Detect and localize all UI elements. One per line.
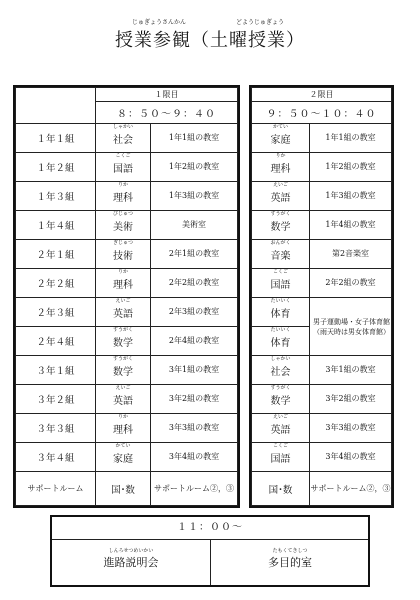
period1-subject	[96, 356, 151, 385]
period2-room: 1年1組の教室	[310, 124, 392, 153]
period1-subject-text	[113, 326, 134, 349]
table-row	[16, 124, 238, 153]
period2-subject	[252, 298, 310, 327]
schedule-table-period2	[251, 87, 392, 506]
career-briefing-ruby: しんろせつめいかい	[108, 548, 154, 554]
period2-room: 3年4組の教室	[310, 443, 392, 472]
period2-subject-label: 英語	[270, 424, 291, 436]
pe-location-note: 男子運動場・女子体育館（雨天時は男女体育館）	[310, 298, 392, 356]
period1-subject-ruby: りか	[117, 413, 128, 420]
period2-subject-label: 音楽	[270, 250, 291, 262]
period1-subject-ruby: すうがく	[113, 355, 134, 362]
period2-subject-text	[270, 268, 291, 291]
period2-subject-label: 理科	[270, 163, 291, 175]
table-row	[252, 443, 392, 472]
period1-subject-text	[113, 384, 133, 407]
table-row	[252, 211, 392, 240]
support-row	[16, 472, 238, 506]
period1-subject	[96, 443, 151, 472]
class-name: ２年１組	[16, 240, 96, 269]
period1-subject	[96, 298, 151, 327]
period2-subject-text	[270, 297, 291, 320]
period2-subject	[252, 240, 310, 269]
period2-subject-label: 社会	[270, 366, 291, 378]
period1-subject-label: 家庭	[113, 453, 133, 465]
table-row	[252, 385, 392, 414]
class-name: １年３組	[16, 182, 96, 211]
period1-room: 1年3組の教室	[151, 182, 238, 211]
period1-subject-label: 理科	[113, 279, 133, 291]
period2-subject	[252, 356, 310, 385]
period1-room: 2年4組の教室	[151, 327, 238, 356]
period2-subject-ruby: かてい	[272, 123, 288, 130]
period1-subject-ruby: すうがく	[113, 326, 134, 333]
period1-time: ８：５０～９：４０	[96, 102, 238, 124]
period1-subject-ruby: びじゅつ	[113, 210, 134, 217]
table-row	[252, 153, 392, 182]
support-p1-subject: 国･数	[96, 472, 151, 506]
period2-room: 3年2組の教室	[310, 385, 392, 414]
period1-subject-label: 数学	[113, 366, 133, 378]
period1-subject-text	[113, 152, 133, 175]
period1-subject-ruby: えいご	[115, 384, 131, 391]
period2-subject-ruby: りか	[275, 152, 286, 159]
table-row	[252, 240, 392, 269]
class-name: １年４組	[16, 211, 96, 240]
period2-subject-label: 体育	[270, 308, 291, 320]
period1-subject-text	[113, 268, 133, 291]
period2-room: 第2音楽室	[310, 240, 392, 269]
period1-subject-ruby: ぎじゅつ	[113, 239, 134, 246]
after-event-box	[50, 515, 370, 587]
period2-subject-ruby: すうがく	[270, 384, 291, 391]
period1-subject	[96, 327, 151, 356]
support-p1-room: サポートルーム②，③	[151, 472, 238, 506]
period1-subject-label: 英語	[113, 308, 133, 320]
period2-subject-text	[270, 355, 291, 378]
table-row	[16, 153, 238, 182]
period1-room: 1年2組の教室	[151, 153, 238, 182]
class-name: ３年１組	[16, 356, 96, 385]
period1-room: 3年4組の教室	[151, 443, 238, 472]
period2-subject-text	[270, 210, 291, 233]
period2-subject-text	[270, 384, 291, 407]
period2-subject-label: 数学	[270, 221, 291, 233]
period2-subject	[252, 414, 310, 443]
career-briefing-label: 進路説明会	[103, 556, 159, 569]
period1-subject-label: 理科	[113, 424, 133, 436]
support-p2-room: サポートルーム②，③	[310, 472, 392, 506]
table-row	[252, 269, 392, 298]
period1-room: 1年1組の教室	[151, 124, 238, 153]
period2-subject-ruby: こくご	[272, 268, 288, 275]
period1-subject-label: 国語	[113, 163, 133, 175]
class-name: １年２組	[16, 153, 96, 182]
period1-room: 3年2組の教室	[151, 385, 238, 414]
multipurpose-room-label: 多目的室	[268, 556, 312, 569]
table-row	[16, 182, 238, 211]
period1-subject-ruby: りか	[117, 181, 128, 188]
period1-subject-text	[113, 355, 134, 378]
period1-subject-text	[113, 442, 133, 465]
title-ruby-right: どようじゅぎょう	[236, 19, 285, 26]
after-time: １１：００～	[52, 517, 368, 540]
table-row	[252, 356, 392, 385]
period1-subject-label: 社会	[113, 134, 133, 146]
multipurpose-room	[210, 539, 369, 585]
table-row	[16, 298, 238, 327]
period1-subject-ruby: りか	[117, 268, 128, 275]
title-ruby-left: じゅぎょうさんかん	[132, 19, 187, 26]
support-label: サポートルーム	[16, 472, 96, 506]
period1-subject-ruby: えいご	[115, 297, 131, 304]
period1-subject	[96, 124, 151, 153]
period1-subject	[96, 269, 151, 298]
period1-subject-ruby: こくご	[115, 152, 131, 159]
period2-subject-label: 英語	[270, 192, 291, 204]
period1-room: 2年3組の教室	[151, 298, 238, 327]
table-row	[16, 414, 238, 443]
period1-room: 2年2組の教室	[151, 269, 238, 298]
table-row	[16, 269, 238, 298]
period1-subject	[96, 240, 151, 269]
period2-label: ２限目	[252, 88, 392, 102]
period1-room: 2年1組の教室	[151, 240, 238, 269]
period2-subject-ruby: たいいく	[270, 297, 291, 304]
period2-subject-text	[270, 442, 291, 465]
table-row	[252, 124, 392, 153]
period1-subject-text	[113, 297, 133, 320]
period2-room: 1年4組の教室	[310, 211, 392, 240]
table-row	[16, 327, 238, 356]
period2-room: 2年2組の教室	[310, 269, 392, 298]
support-row	[252, 472, 392, 506]
table-row	[16, 356, 238, 385]
period1-subject-text	[113, 210, 134, 233]
schedule-table-period1	[15, 87, 238, 506]
period2-room: 3年1組の教室	[310, 356, 392, 385]
page-title: 授業参観（土曜授業） じゅぎょうさんかん どようじゅぎょう	[115, 19, 305, 51]
table-row	[252, 182, 392, 211]
period2-subject-label: 家庭	[270, 134, 291, 146]
period1-subject-label: 数学	[113, 337, 133, 349]
period2-subject	[252, 385, 310, 414]
period2-subject-label: 国語	[270, 279, 291, 291]
period1-subject-label: 英語	[113, 395, 133, 407]
period1-subject-text	[113, 123, 134, 146]
period1-subject	[96, 182, 151, 211]
table-row	[16, 443, 238, 472]
period2-subject-text	[270, 326, 291, 349]
period2-subject	[252, 211, 310, 240]
period2-subject-ruby: たいいく	[270, 326, 291, 333]
table-row	[16, 211, 238, 240]
period2-room: 3年3組の教室	[310, 414, 392, 443]
period2-subject-ruby: こくご	[272, 442, 288, 449]
header-blank	[16, 88, 96, 124]
period2-subject-text	[270, 413, 291, 436]
period2-time: ９：５０～１０：４０	[252, 102, 392, 124]
period1-subject-label: 理科	[113, 192, 133, 204]
period2-subject	[252, 182, 310, 211]
period1-subject	[96, 153, 151, 182]
period2-subject	[252, 124, 310, 153]
table-row	[16, 240, 238, 269]
period2-subject-label: 国語	[270, 453, 291, 465]
period2-subject-text	[270, 239, 291, 262]
period2-subject	[252, 269, 310, 298]
period2-subject-label: 数学	[270, 395, 291, 407]
period2-room: 1年3組の教室	[310, 182, 392, 211]
period2-subject-text	[270, 152, 291, 175]
period1-subject	[96, 414, 151, 443]
period2-subject-text	[270, 123, 291, 146]
period2-subject-label: 体育	[270, 337, 291, 349]
period1-subject-ruby: しゃかい	[113, 123, 134, 130]
period1-label: １限目	[96, 88, 238, 102]
period2-subject-ruby: おんがく	[270, 239, 291, 246]
table-row	[16, 385, 238, 414]
period1-room: 美術室	[151, 211, 238, 240]
class-name: １年１組	[16, 124, 96, 153]
period2-subject	[252, 327, 310, 356]
multipurpose-room-ruby: たもくてきしつ	[272, 548, 308, 554]
table-row	[252, 414, 392, 443]
class-name: ２年３組	[16, 298, 96, 327]
period1-room: 3年3組の教室	[151, 414, 238, 443]
period2-subject	[252, 153, 310, 182]
period1-room: 3年1組の教室	[151, 356, 238, 385]
class-name: ３年３組	[16, 414, 96, 443]
class-name: ２年４組	[16, 327, 96, 356]
class-name: ２年２組	[16, 269, 96, 298]
period2-subject-text	[270, 181, 291, 204]
period2-subject-ruby: えいご	[272, 181, 288, 188]
period2-subject	[252, 443, 310, 472]
period1-subject-ruby: かてい	[115, 442, 131, 449]
period1-subject-label: 技術	[113, 250, 133, 262]
period2-subject-ruby: しゃかい	[270, 355, 291, 362]
career-briefing	[52, 539, 210, 585]
support-p2-subject: 国･数	[252, 472, 310, 506]
period1-subject-text	[113, 239, 134, 262]
class-name: ３年４組	[16, 443, 96, 472]
period2-room: 1年2組の教室	[310, 153, 392, 182]
period1-subject	[96, 211, 151, 240]
class-name: ３年２組	[16, 385, 96, 414]
period1-subject-text	[113, 181, 133, 204]
period2-subject-ruby: えいご	[272, 413, 288, 420]
table-row	[252, 298, 392, 327]
period2-subject-ruby: すうがく	[270, 210, 291, 217]
period1-subject-label: 美術	[113, 221, 133, 233]
period1-subject	[96, 385, 151, 414]
period1-subject-text	[113, 413, 133, 436]
